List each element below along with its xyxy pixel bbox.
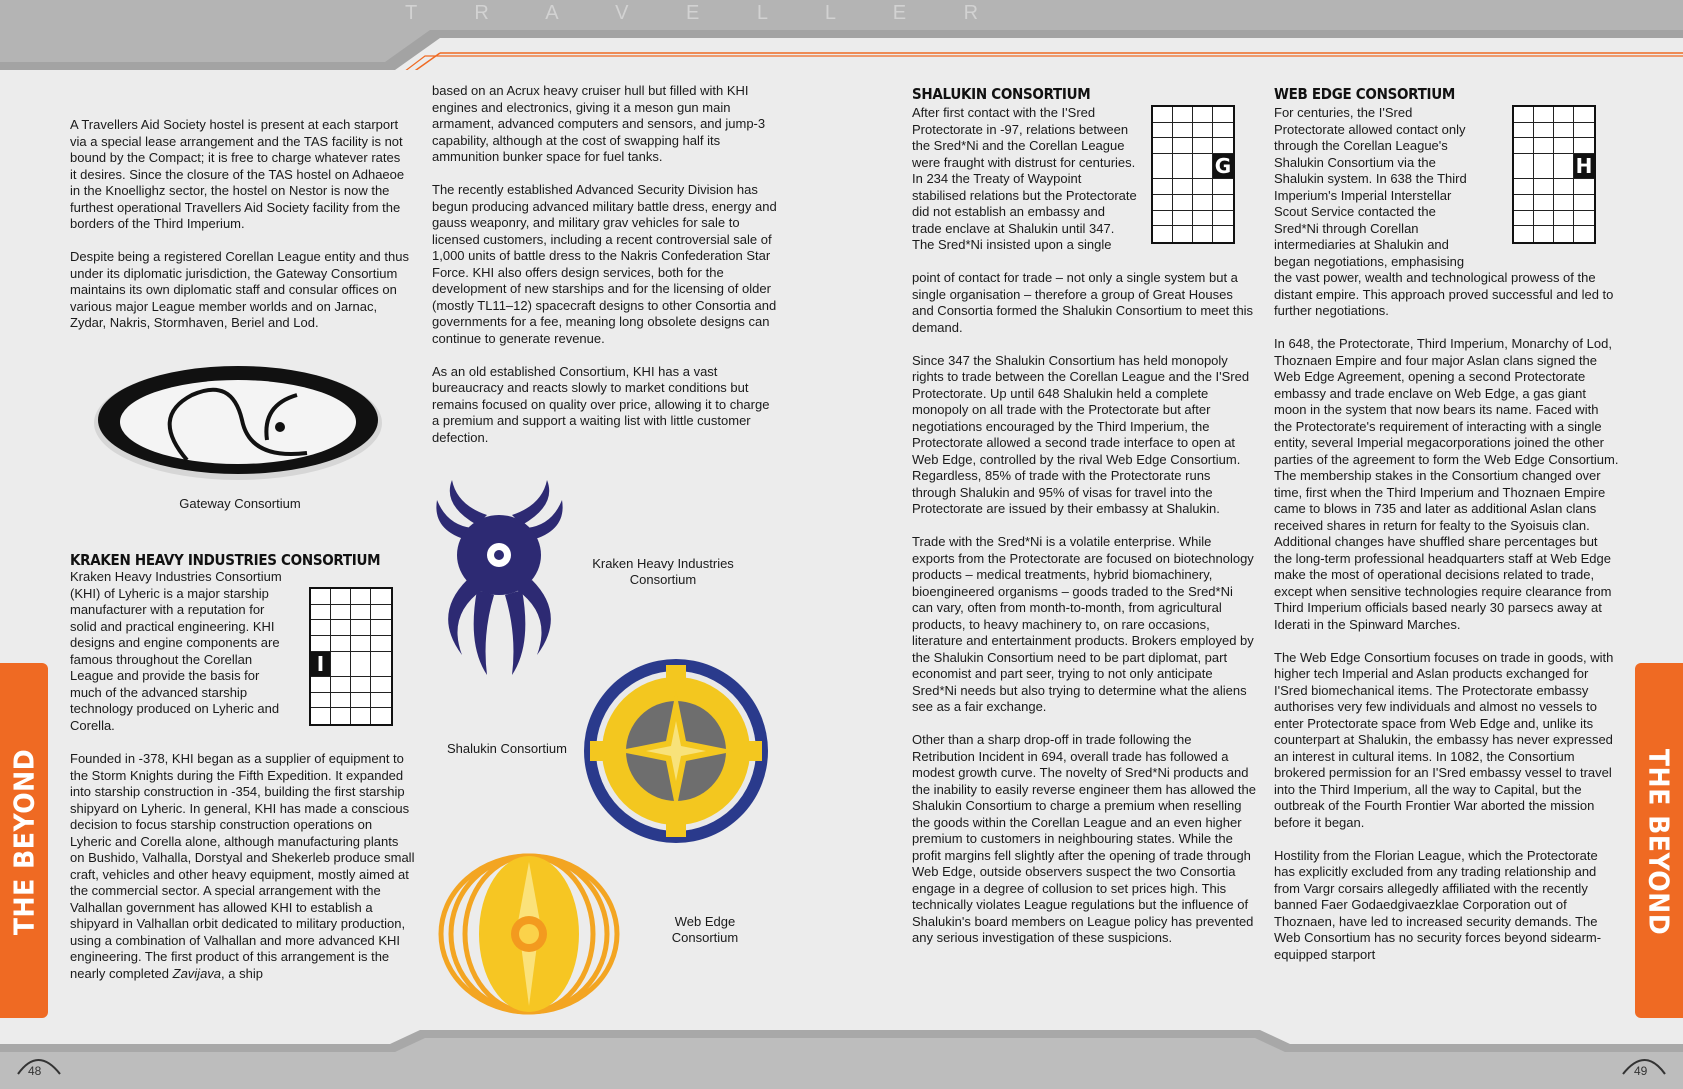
column-1 xyxy=(70,117,410,348)
paragraph: Kraken Heavy Industries Consortium (KHI) of Lyheric is a major starship manufacturer with a reputation for solid and practical engineering. KHI designs and engine components are famous throughout the Corellan League and provide the basis for much of the advanced starship technology produced on Lyheric and Corella. xyxy=(70,569,282,733)
paragraph: The recently established Advanced Security Division has begun producing advanced military battle dress, energy and gauss weaponry, and military grav vehicles for sale to licensed customers, including a recent controversial sale of 1,000 units of battle dress to the Nakris Confederation Star Force. KHI also offers design services, both for the development of new starships and for the licensing of older (mostly TL11–12) spacecraft designs to other Consortia and governments for a fee, meaning long obsolete designs can continue to generate revenue. xyxy=(432,182,777,346)
shalukin-hex-grid xyxy=(1151,105,1235,244)
kraken-caption xyxy=(578,556,748,588)
paragraph: In 648, the Protectorate, Third Imperium, Monarchy of Lod, Thoznaen Empire and four major Aslan clans signed the Web Edge Agreement, opening a second Protectorate embassy and trade enclave on Web Edge, a gas giant moon in the system that now bears its name. Faced with the Protectorate's requirement of interacting with a single entity, several Imperial megacorporations joined the other parties of the agreement to form the Web Edge Consortium. The membership stakes in the Consortium changed over time, first when the Third Imperium and Thoznaen Empire came to blows in 735 and later as additional Aslan clans received shares in return for fealty to the Syoisuis clan. Additional changes have shuffled share percentages but the long-term professional headquarters staff at Web Edge make the most of operational decisions related to trade, except when sensitive technologies require clearance from Third Imperium officials based nearly 30 parsecs away at Iderati in the Spinward Marches. xyxy=(1274,336,1619,632)
shalukin-intro xyxy=(912,105,1137,254)
paragraph-end: , a ship xyxy=(221,965,263,981)
web-edge-hex-grid xyxy=(1512,105,1596,244)
web-edge-caption-line2: Consortium xyxy=(671,930,739,945)
khi-body xyxy=(70,751,415,999)
shalukin-heading: SHALUKIN CONSORTIUM xyxy=(912,85,1091,103)
column-2 xyxy=(432,83,777,463)
paragraph: For centuries, the I'Sred Protectorate allowed contact only through the Corellan League's Shalukin Consortium via the Shalukin system. In 638 the Third Imperium's Imperial Interstellar Scout Service contacted the Sred*Ni through Corellan intermediaries at Shalukin and began negotiations, emphasising xyxy=(1274,105,1467,269)
brand-title: T R A V E L L E R xyxy=(405,2,1005,24)
web-edge-grid-marker: H xyxy=(1575,154,1593,179)
kraken-caption-line2: Consortium xyxy=(629,572,697,587)
paragraph: Other than a sharp drop-off in trade following the Retribution Incident in 694, overall trade has followed a modest growth curve. The novelty of Sred*Ni products and the inability to easily reverse engineer them has allowed the Shalukin Consortium to charge a premium when reselling the goods within the Corellan League and an even higher premium to customers in neighbouring states. While the profit margins fell slightly after the opening of trade through Web Edge, outside observers suspect the two Consortia engage in a degree of collusion to set prices high. This technically violates League regulations but the influence of Shalukin's board members on League policy has prevented any serious investigation of these suspicions. xyxy=(912,732,1256,945)
paragraph: After first contact with the I'Sred Protectorate in -97, relations between the Sred*Ni and the Corellan League were fraught with distrust for centuries. In 234 the Treaty of Waypoint stabilised relations but the Protectorate did not establish an embassy and trade enclave at Shalukin until 347. The Sred*Ni insisted upon a single xyxy=(912,105,1137,252)
web-edge-body xyxy=(1274,270,1619,980)
shalukin-body xyxy=(912,270,1257,963)
paragraph: Since 347 the Shalukin Consortium has held monopoly rights to trade between the Corellan League and the I'Sred Protectorate. Up until 648 Shalukin held a complete monopoly on all trade with the Protectorate but after negotiations encouraged by the Third Imperium, the Protectorate allowed a second trade interface to open at Web Edge, controlled by the rival Web Edge Consortium. Regardless, 85% of trade with the Protectorate runs through Shalukin and 95% of visas for travel into the Protectorate are issued by their embassy at Shalukin. xyxy=(912,352,1250,516)
kraken-caption-line1: Kraken Heavy Industries xyxy=(592,556,734,571)
gateway-consortium-logo xyxy=(92,365,384,487)
gateway-caption: Gateway Consortium xyxy=(179,496,301,511)
shalukin-caption-left: Shalukin Consortium xyxy=(447,741,567,756)
paragraph: point of contact for trade – not only a single system but a single organisation – therefore a group of Great Houses and Consortia formed the Shalukin Consortium to meet this demand. xyxy=(912,270,1254,335)
paragraph: A Travellers Aid Society hostel is present at each starport via a special lease arrangement and the TAS facility is not bound by the Compact; it is free to charge whatever rates it desires. Since the closure of the TAS hostel on Adhaeoe in the Knoellighz sector, the hostel on Nestor is now the furthest operational Travellers Aid Society facility from the borders of the Third Imperium. xyxy=(70,117,405,231)
web-edge-heading: WEB EDGE CONSORTIUM xyxy=(1274,85,1455,103)
khi-hex-grid xyxy=(309,587,393,726)
paragraph: Despite being a registered Corellan League entity and thus under its diplomatic jurisdiction, the Gateway Consortium maintains its own diplomatic staff and consular offices on various major League member worlds and on Jarnac, Zydar, Nakris, Stormhaven, Beriel and Lod. xyxy=(70,249,409,330)
paragraph: Founded in -378, KHI began as a supplier of equipment to the Storm Knights during the Fifth Expedition. It expanded into starship construction in -354, building the first starship shipyard on Lyheric. In general, KHI has made a conscious decision to focus starship construction operations on Lyheric and Corella alone, although manufacturing plants on Bushido, Valhalla, Dorstyal and Shekerleb produce small craft, vehicles and other heavy equipment, mostly aimed at the commercial sector. A special arrangement with the Valhallan government has allowed KHI to establish a shipyard in Valhallan orbit dedicated to military production, using a combination of Valhallan and more advanced KHI engineering. The first product of this arrangement is the nearly completed xyxy=(70,751,415,981)
khi-grid-marker: I xyxy=(311,652,331,677)
page-number-right: 49 xyxy=(1634,1064,1648,1078)
khi-intro xyxy=(70,569,285,751)
shalukin-grid-marker: G xyxy=(1214,154,1232,179)
paragraph: As an old established Consortium, KHI has a vast bureaucracy and reacts slowly to market conditions but remains focused on quality over price, allowing it to charge a premium and support a waiting list with little customer defection. xyxy=(432,363,770,445)
page-number-left: 48 xyxy=(28,1064,42,1078)
side-tab-left-label: THE BEYOND xyxy=(7,748,41,936)
paragraph: Hostility from the Florian League, which the Protectorate has explicitly excluded from any trading relationship and from Vargr corsairs allegedly affiliated with the recently banned Faer Godaedgivaezklae Corporation out of Thoznaen, have led to increased security demands. The Web Consortium has no security forces beyond sidearm-equipped starport xyxy=(1274,847,1602,962)
footer-band xyxy=(0,1030,1683,1089)
paragraph: based on an Acrux heavy cruiser hull but filled with KHI engines and electronics, giving it a meson gun main armament, advanced computers and sensors, and jump-3 capability, although at the cost of swapping half its ammunition bunker space for fuel tanks. xyxy=(432,83,766,164)
paragraph: Trade with the Sred*Ni is a volatile enterprise. While exports from the Protectorate are focused on biotechnology products – medical treatments, hybrid biomachinery, bioengineered organisms – goods traded to the Sred*Ni can vary, often from month-to-month, from agricultural products, to heavy machinery to, on rare occasions, literature and entertainment products. Brokers employed by the Shalukin Consortium need to be part diplomat, part economist and part seer, trying to not only anticipate Sred*Ni needs but also trying to determine what the aliens see as a fair exchange. xyxy=(912,534,1254,714)
side-tab-right-label: THE BEYOND xyxy=(1642,748,1676,936)
web-edge-caption-line1: Web Edge xyxy=(674,914,736,929)
ship-name: Zavijava xyxy=(172,965,222,981)
shalukin-logo xyxy=(582,657,770,845)
paragraph: The Web Edge Consortium focuses on trade in goods, with higher tech Imperial and Aslan products exchanged for I'Sred biomechanical items. The Protectorate embassy authorises very few individuals and almost no vessels to enter Protectorate space from Web Edge and, unlike its counterpart at Shalukin, the embassy has never expressed an interest in cultural items. In 1082, the Consortium brokered permission for an I'Sred embassy vessel to travel into the Third Imperium, all the way to Capital, but the outbreak of the Fourth Frontier War aborted the mission before it began. xyxy=(1274,649,1614,830)
khi-heading: KRAKEN HEAVY INDUSTRIES CONSORTIUM xyxy=(70,551,381,569)
web-edge-caption xyxy=(640,914,770,946)
web-edge-intro xyxy=(1274,105,1484,270)
kraken-logo xyxy=(432,480,567,675)
paragraph: the vast power, wealth and technological prowess of the distant empire. This approach proved successful and led to further negotiations. xyxy=(1274,270,1614,318)
web-edge-logo xyxy=(432,852,627,1017)
